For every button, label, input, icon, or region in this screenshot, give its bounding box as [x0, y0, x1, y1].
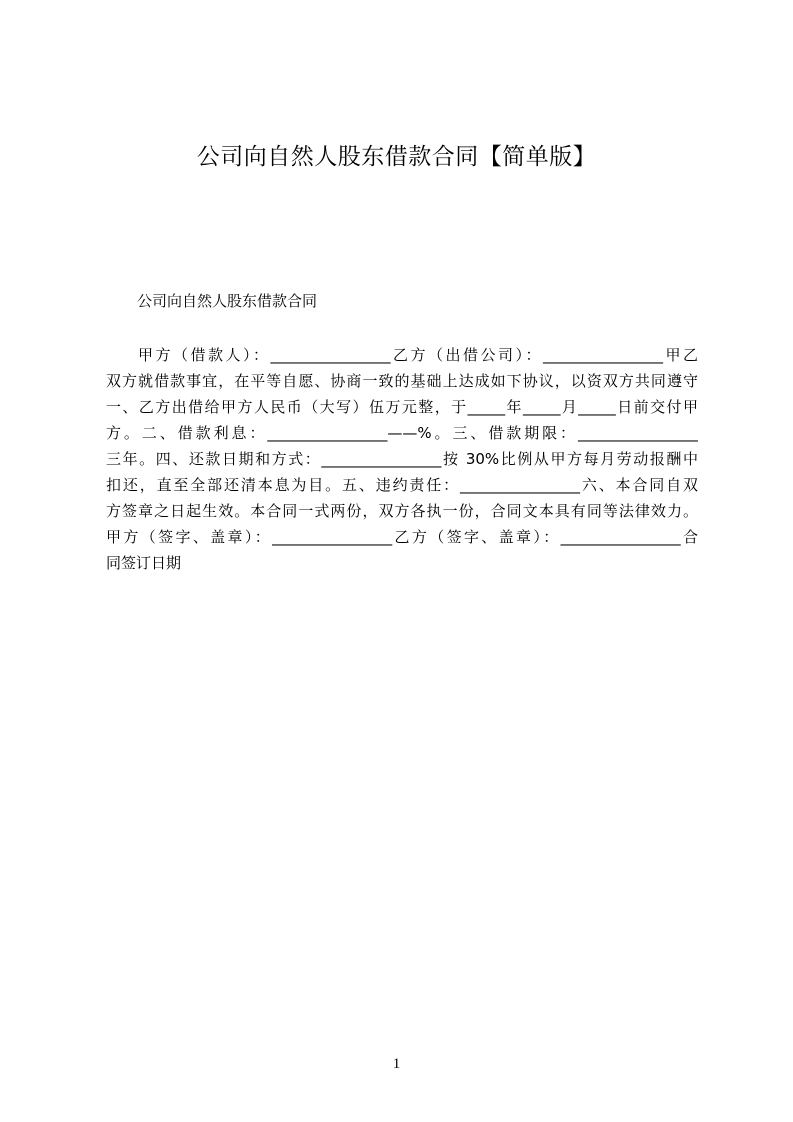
body-line: 甲方（借款人）：________________乙方（出借公司）：________________甲乙 — [138, 346, 698, 364]
contract-body — [106, 342, 698, 576]
page-number: 1 — [392, 1056, 401, 1072]
body-line: 扣还，直至全部还清本息为目。五、违约责任：________________六、本合同自双 — [106, 476, 698, 494]
body-line: 甲方（签字、盖章）：________________乙方（签字、盖章）：________________合 — [106, 528, 698, 546]
document-title: 公司向自然人股东借款合同【简单版】 — [196, 144, 597, 170]
body-line: 三年。四、还款日期和方式：________________按 30%比例从甲方每月劳动报酬中 — [106, 450, 698, 468]
body-line: 一、乙方出借给甲方人民币（大写）伍万元整，于_____年_____月_____日前交付甲 — [106, 398, 698, 416]
body-line: 方。二、借款利息：________________——%。三、借款期限：________________ — [106, 424, 698, 442]
body-line: 同签订日期 — [106, 554, 182, 572]
body-line: 双方就借款事宜，在平等自愿、协商一致的基础上达成如下协议，以资双方共同遵守 — [106, 372, 698, 390]
body-line: 方签章之日起生效。本合同一式两份，双方各执一份，合同文本具有同等法律效力。 — [106, 502, 698, 520]
contract-subtitle: 公司向自然人股东借款合同 — [137, 292, 318, 310]
